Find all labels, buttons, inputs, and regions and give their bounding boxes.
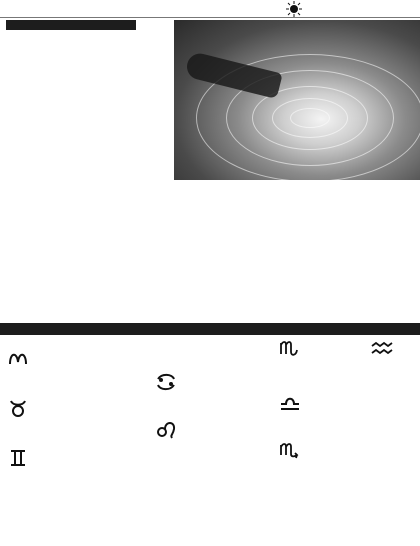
sign-tauro bbox=[32, 398, 150, 404]
sign-acuario bbox=[370, 338, 418, 358]
cancer-glyph-icon bbox=[154, 372, 178, 392]
article-column-2 bbox=[90, 80, 170, 320]
sign-geminis bbox=[32, 448, 150, 454]
article-column-4 bbox=[260, 184, 336, 320]
sign-aries bbox=[32, 348, 150, 354]
sun-icon bbox=[286, 1, 302, 17]
sign-leo bbox=[180, 420, 274, 426]
aries-glyph-icon bbox=[6, 348, 30, 368]
taurus-glyph-icon bbox=[6, 398, 30, 418]
article-column-3 bbox=[176, 184, 256, 320]
gemini-glyph-icon bbox=[6, 448, 30, 468]
article-column-1 bbox=[6, 80, 86, 320]
sign-escorpio bbox=[278, 440, 370, 446]
page-header bbox=[0, 0, 420, 18]
sign-virgo-text bbox=[278, 338, 370, 344]
sign-cancer bbox=[180, 372, 274, 378]
sign-libra bbox=[278, 392, 370, 398]
leo-glyph-icon bbox=[154, 420, 178, 440]
water-ripple-photo bbox=[174, 20, 420, 180]
horoscope-bar bbox=[0, 323, 420, 335]
column-bar bbox=[6, 20, 136, 30]
article-column-5 bbox=[340, 184, 416, 320]
